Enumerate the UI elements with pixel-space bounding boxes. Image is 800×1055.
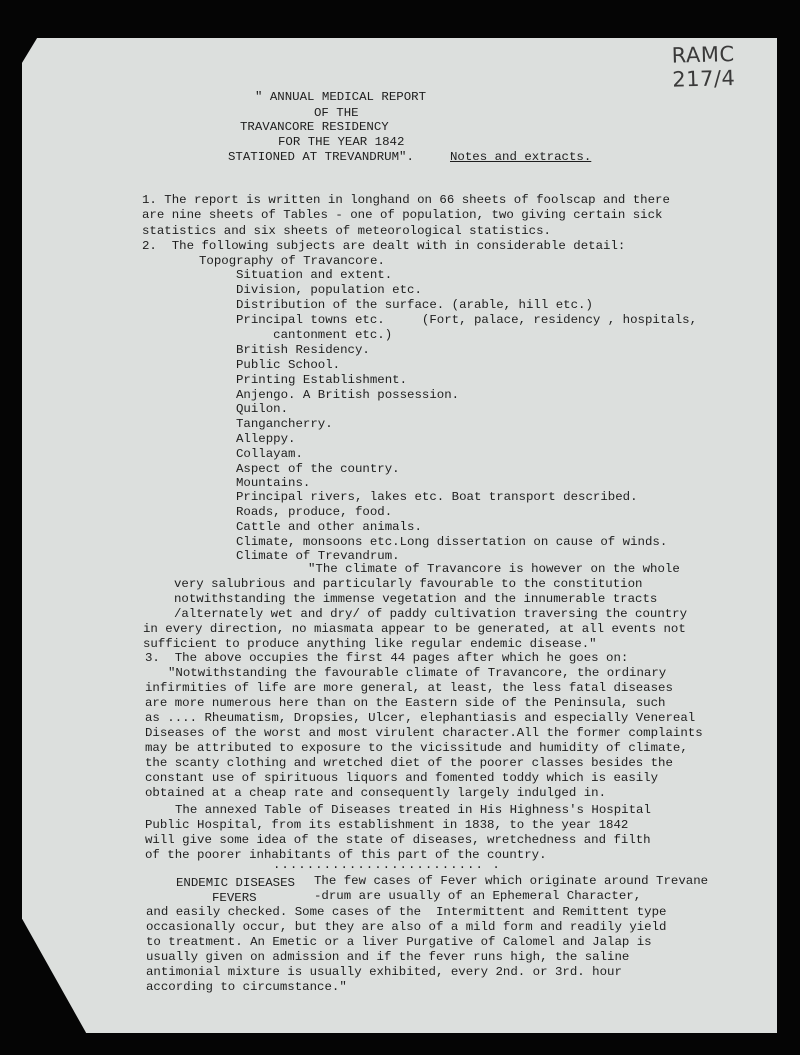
p1-line-3: statistics and six sheets of meteorological statistics. [142,224,551,238]
subject-item: Printing Establishment. [236,373,408,387]
subject-item: Anjengo. A British possession. [236,388,460,402]
endemic-text-line: antimonial mixture is usually exhibited, every 2nd. or 3rd. hour [146,965,622,979]
subject-item: cantonment etc.) [236,328,393,342]
subject-item: Roads, produce, food. [236,505,393,519]
p3-line: 3. The above occupies the first 44 pages after which he goes on: [145,651,629,665]
p3-line: constant use of spirituous liquors and fomented toddy which is easily [145,771,659,785]
subject-item: Climate, monsoons etc.Long dissertation on cause of winds. [236,535,668,549]
endemic-text-line: and easily checked. Some cases of the Intermittent and Remittent type [146,905,667,919]
report-title-line-3: TRAVANCORE RESIDENCY [240,120,389,134]
p3-line: infirmities of life are more general, at least, the less fatal diseases [145,681,673,695]
subject-item: Cattle and other animals. [236,520,422,534]
subject-item: Situation and extent. [236,268,393,282]
annexed-line: Public Hospital, from its establishment in 1838, to the year 1842 [145,818,629,832]
subject-item: Principal rivers, lakes etc. Boat transport described. [236,490,638,504]
climate-quote-line: sufficient to produce anything like regular endemic disease." [143,637,597,651]
p3-line: "Notwithstanding the favourable climate of Travancore, the ordinary [168,666,667,680]
p1-line-1: 1. The report is written in longhand on 66 sheets of foolscap and there [142,193,670,207]
endemic-diseases-label: ENDEMIC DISEASES [176,876,295,890]
topography-heading: Topography of Travancore. [199,254,385,268]
subject-item: Principal towns etc. (Fort, palace, residency , hospitals, [236,313,698,327]
notes-and-extracts-label: Notes and extracts. [450,150,592,164]
report-title-line-5: STATIONED AT TREVANDRUM". [228,150,414,164]
endemic-text-line: occasionally occur, but they are also of a mild form and readily yield [146,920,667,934]
p3-line: as .... Rheumatism, Dropsies, Ulcer, elephantiasis and especially Venereal [145,711,696,725]
subject-item: Alleppy. [236,432,296,446]
subject-item: Collayam. [236,447,303,461]
annexed-line: The annexed Table of Diseases treated in His Highness's Hospital [175,803,651,817]
archive-reference: RAMC 217/4 [671,42,736,92]
climate-quote-line: "The climate of Travancore is however on the whole [308,562,680,576]
p3-line: obtained at a cheap rate and consequently largely indulged in. [145,786,607,800]
subject-item: Public School. [236,358,341,372]
endemic-text-line: according to circumstance." [146,980,347,994]
subject-item: Quilon. [236,402,289,416]
p2-intro: 2. The following subjects are dealt with in considerable detail: [142,239,626,253]
annexed-line: will give some idea of the state of diseases, wretchedness and filth [145,833,651,847]
climate-quote-line: /alternately wet and dry/ of paddy cultivation traversing the country [174,607,688,621]
p3-line: the scanty clothing and wretched diet of the poorer classes besides the [145,756,673,770]
fevers-label: FEVERS [212,891,257,905]
p3-line: Diseases of the worst and most virulent character.All the former complaints [145,726,703,740]
subject-item: Division, population etc. [236,283,422,297]
subject-item: Mountains. [236,476,311,490]
report-title-line-2: OF THE [314,106,359,120]
subject-item: Aspect of the country. [236,462,400,476]
endemic-text-line: The few cases of Fever which originate around Trevane [314,874,709,888]
report-title-line-1: " ANNUAL MEDICAL REPORT [255,90,427,104]
endemic-text-line: -drum are usually of an Ephemeral Character, [314,889,642,903]
annexed-line: of the poorer inhabitants of this part of the country. [145,848,547,862]
climate-quote-line: very salubrious and particularly favourable to the constitution [174,577,643,591]
climate-quote-line: in every direction, no miasmata appear to be generated, at all events not [143,622,686,636]
dotted-separator: ......................... . [273,858,501,872]
subject-item: Climate of Trevandrum. [236,549,400,563]
p3-line: are more numerous here than on the Eastern side of the Peninsula, such [145,696,666,710]
p1-line-2: are nine sheets of Tables - one of population, two giving certain sick [142,208,663,222]
climate-quote-line: notwithstanding the immense vegetation and the innumerable tracts [174,592,658,606]
subject-item: Tangancherry. [236,417,333,431]
report-title-line-4: FOR THE YEAR 1842 [278,135,405,149]
subject-item: British Residency. [236,343,370,357]
endemic-text-line: usually given on admission and if the fever runs high, the saline [146,950,630,964]
subject-item: Distribution of the surface. (arable, hill etc.) [236,298,593,312]
endemic-text-line: to treatment. An Emetic or a liver Purgative of Calomel and Jalap is [146,935,652,949]
p3-line: may be attributed to exposure to the vicissitude and humidity of climate, [145,741,688,755]
